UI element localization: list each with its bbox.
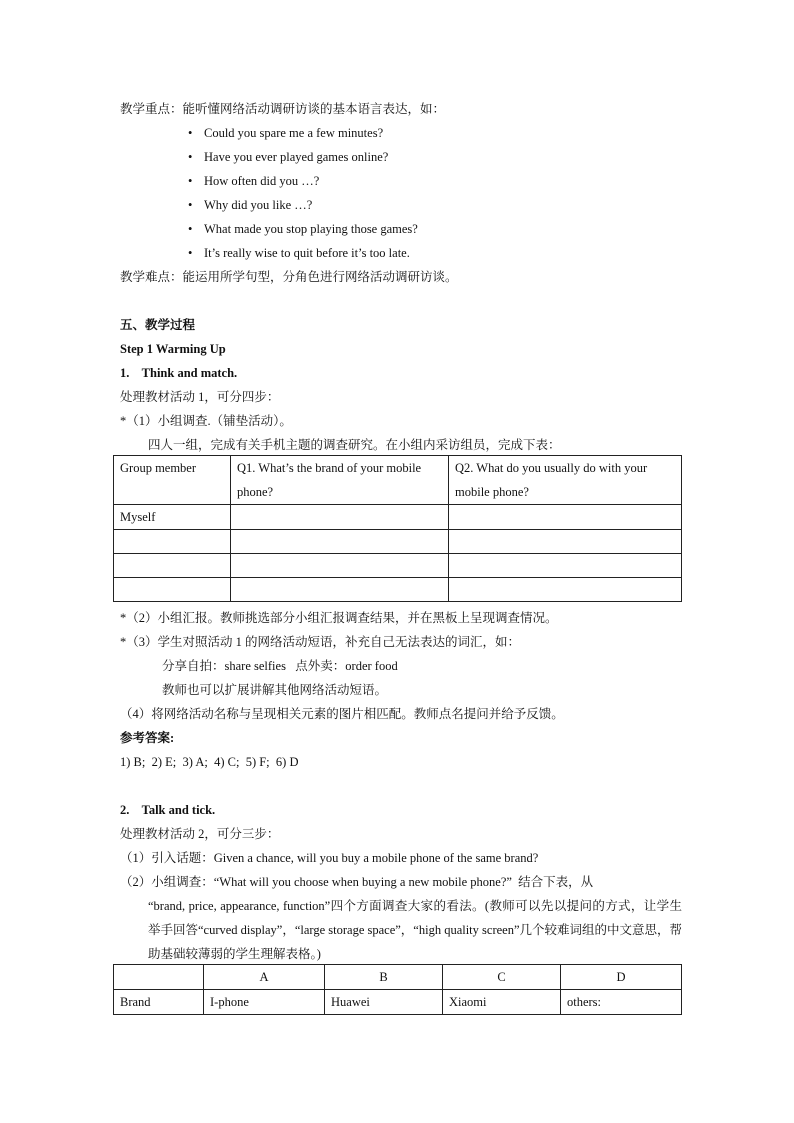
list-item: • How often did you …? (188, 169, 418, 193)
table-row (114, 578, 682, 602)
bullet-icon: • (188, 174, 193, 188)
teaching-difficulty: 教学难点：能运用所学句型，分角色进行网络活动调研访谈。 (120, 270, 458, 284)
list-item: • Could you spare me a few minutes? (188, 121, 418, 145)
table-cell (231, 530, 449, 554)
list-item: • What made you stop playing those games? (188, 217, 418, 241)
step-title: Step 1 Warming Up (120, 342, 226, 356)
task2-step2-body: “brand, price, appearance, function”四个方面调查大家的看法。(教师可以先以提问的方式，让学生举手回答“curved display”，“large storage space”，“high quality screen”几个较难词组的中文意思，帮助基础较薄弱的学生理解表格。) (148, 899, 683, 961)
table-cell (114, 554, 231, 578)
bullet-icon: • (188, 198, 193, 212)
table-row (114, 554, 682, 578)
table-cell (449, 578, 682, 602)
table-header-cell: Q2. What do you usually do with your mobile phone? (449, 456, 682, 505)
table-cell (114, 578, 231, 602)
key-sentences-list (188, 121, 418, 265)
task2-title: 2. Talk and tick. (120, 803, 216, 817)
bullet-icon: • (188, 246, 193, 260)
bullet-icon: • (188, 222, 193, 236)
task2-step1: （1）引入话题：Given a chance, will you buy a mobile phone of the same brand? (120, 851, 539, 865)
table-cell (231, 505, 449, 530)
phone-choice-table (113, 964, 682, 1015)
answer-key: 1) B; 2) E; 3) A; 4) C; 5) F; 6) D (120, 755, 299, 769)
task2-intro: 处理教材活动 2，可分三步： (120, 827, 280, 841)
table-header-cell: D (561, 965, 682, 990)
task1-step1-desc: 四人一组，完成有关手机主题的调查研究。在小组内采访组员，完成下表： (148, 438, 561, 452)
table-row (114, 505, 682, 530)
table-cell: Xiaomi (443, 990, 561, 1015)
table-header-cell: B (325, 965, 443, 990)
table-header-row (114, 456, 682, 505)
table-cell (449, 554, 682, 578)
bullet-icon: • (188, 150, 193, 164)
list-item: • It’s really wise to quit before it’s too late. (188, 241, 418, 265)
table-header-cell: C (443, 965, 561, 990)
section-title: 五、教学过程 (120, 318, 196, 332)
table-cell: Myself (114, 505, 231, 530)
table-cell: Brand (114, 990, 204, 1015)
task1-step2: *（2）小组汇报。教师挑选部分小组汇报调查结果，并在黑板上呈现调查情况。 (120, 611, 558, 625)
table-cell: Huawei (325, 990, 443, 1015)
task1-step3-note: 教师也可以扩展讲解其他网络活动短语。 (162, 683, 388, 697)
table-row (114, 530, 682, 554)
table-header-cell: A (204, 965, 325, 990)
table-header-row (114, 965, 682, 990)
bullet-icon: • (188, 126, 193, 140)
table-cell (231, 554, 449, 578)
task1-intro: 处理教材活动 1，可分四步： (120, 390, 280, 404)
task1-step4: （4）将网络活动名称与呈现相关元素的图片相匹配。教师点名提问并给予反馈。 (120, 707, 564, 721)
table-cell (449, 505, 682, 530)
survey-table (113, 455, 682, 602)
task1-title: 1. Think and match. (120, 366, 238, 380)
table-cell: I-phone (204, 990, 325, 1015)
task1-step3-example: 分享自拍：share selfies 点外卖：order food (162, 659, 398, 673)
task2-step2-first-line: （2）小组调查：“What will you choose when buying a new mobile phone?” 结合下表，从 (120, 875, 594, 889)
task1-step1: *（1）小组调查.（铺垫活动）。 (120, 414, 292, 428)
table-cell (114, 530, 231, 554)
list-item: • Why did you like …? (188, 193, 418, 217)
list-item: • Have you ever played games online? (188, 145, 418, 169)
table-cell: others: (561, 990, 682, 1015)
task1-step3: *（3）学生对照活动 1 的网络活动短语，补充自己无法表达的词汇，如： (120, 635, 521, 649)
table-header-cell: Group member (114, 456, 231, 505)
table-row (114, 990, 682, 1015)
table-header-cell (114, 965, 204, 990)
teaching-focus-heading: 教学重点：能听懂网络活动调研访谈的基本语言表达，如： (120, 102, 446, 116)
table-cell (231, 578, 449, 602)
table-cell (449, 530, 682, 554)
table-header-cell: Q1. What’s the brand of your mobile phone? (231, 456, 449, 505)
answer-label: 参考答案: (120, 731, 175, 745)
